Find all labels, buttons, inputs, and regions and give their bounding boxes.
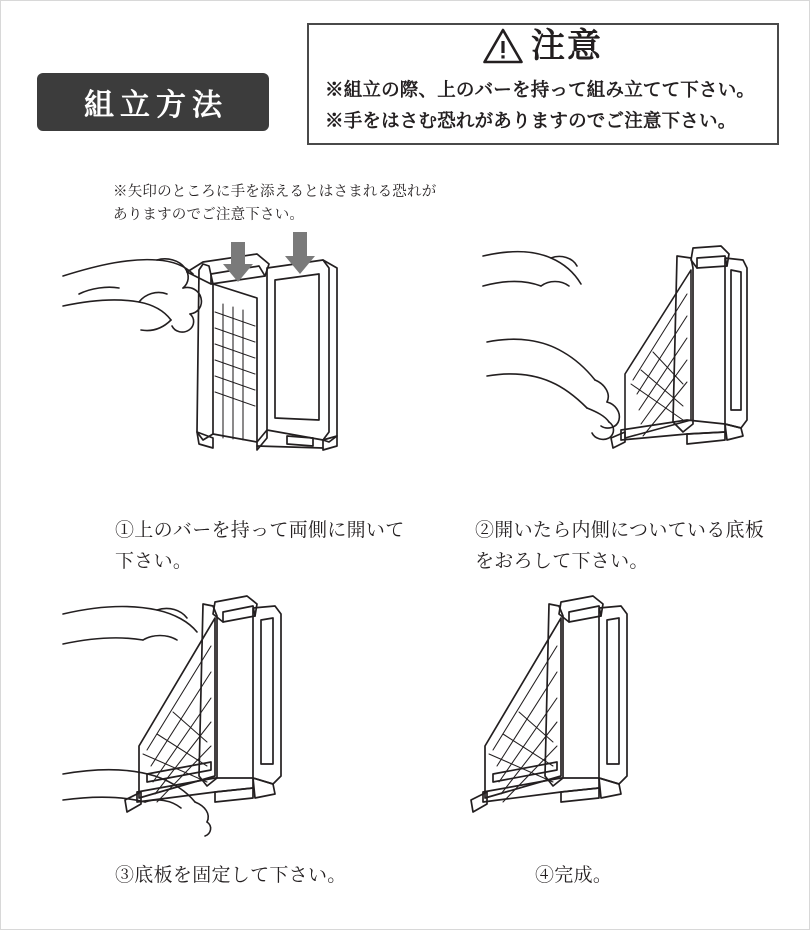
step4-illustration-completed-sign-stand: [425, 586, 785, 846]
step3-caption: ③底板を固定して下さい。: [115, 865, 347, 886]
caution-line-2: ※手をはさむ恐れがありますのでご注意下さい。: [325, 109, 737, 131]
caution-heading: [307, 21, 779, 67]
figure-grid: [1, 216, 810, 916]
step2-caption: ②開いたら内側についている底板をおろして下さい。: [475, 520, 765, 572]
arrow-warning-note: ※矢印のところに手を添えるとはさまれる恐れがありますのでご注意下さい。: [113, 184, 437, 224]
step2-illustration-lowering-base-plate: [425, 224, 785, 514]
page-title: 組立方法: [84, 89, 228, 122]
step1-illustration-hands-opening-sign: [61, 224, 421, 514]
step1-arrow-icons: [223, 232, 315, 282]
caution-heading-label: 注意: [531, 27, 603, 65]
step4-caption: ④完成。: [535, 865, 613, 886]
step1-caption: ①上のバーを持って両側に開いて下さい。: [115, 520, 405, 572]
step3-illustration-fixing-base-plate: [61, 586, 421, 846]
header: [1, 1, 810, 161]
warning-triangle-icon: [483, 28, 523, 64]
caution-line-1: ※組立の際、上のバーを持って組み立てて下さい。: [325, 79, 756, 100]
caution-text-block: [325, 75, 771, 136]
page-title-badge: [37, 73, 269, 131]
